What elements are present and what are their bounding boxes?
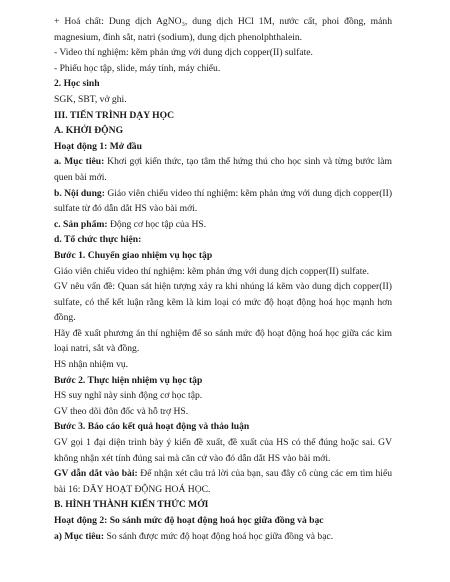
- product-text: Động cơ học tập của HS.: [107, 218, 207, 230]
- content-label: b. Nội dung:: [54, 187, 105, 199]
- objective-paragraph: [54, 154, 392, 185]
- heading-organization: d. Tổ chức thực hiện:: [54, 234, 142, 246]
- heading-activity-2: Hoạt động 2: So sánh mức độ hoạt động hoá học giữa đồng và bạc: [54, 515, 324, 526]
- heading-step-3: Bước 3. Báo cáo kết quả hoạt động và thảo luận: [54, 421, 250, 433]
- product-paragraph: [54, 217, 392, 233]
- heading-new-knowledge: B. HÌNH THÀNH KIẾN THỨC MỚI: [54, 499, 209, 511]
- content-paragraph: [54, 186, 392, 217]
- step2-support: GV theo dõi đôn đốc và hỗ trợ HS.: [54, 405, 189, 417]
- students-materials: SGK, SBT, vở ghi.: [54, 93, 127, 105]
- objective-label: a. Mục tiêu:: [54, 156, 105, 168]
- video-line: - Video thí nghiệm: kẽm phản ứng với dung dịch copper(II) sulfate.: [54, 47, 313, 59]
- heading-students: 2. Học sinh: [54, 78, 100, 90]
- heading-step-1: Bước 1. Chuyển giao nhiệm vụ học tập: [54, 249, 213, 261]
- lead-in-label: GV dẫn dắt vào bài:: [54, 468, 138, 480]
- objective-text: Khơi gợi kiến thức, tạo tâm thế hứng thú cho học sinh và từng bước làm quen bài mới.: [54, 156, 392, 183]
- heading-warm-up: A. KHỞI ĐỘNG: [54, 125, 124, 137]
- objective2-text: So sánh được mức độ hoạt động hoá học giữa đồng và bạc.: [104, 530, 334, 542]
- step3-report: GV gọi 1 đại diện trình bày ý kiến đề xuất, đề xuất của HS có thể đúng hoặc sai. GV không nhận xét tính đúng sai mà căn cứ vào đó dẫn dắt HS vào bài mới.: [54, 437, 392, 464]
- objective2-paragraph: [54, 529, 392, 545]
- content-text: Giáo viên chiếu video thí nghiệm: kẽm phản ứng với dung dịch copper(II) sulfate từ đó dẫn dắt HS vào bài mới.: [54, 187, 393, 215]
- lead-in-text: Để nhận xét câu trả lời của bạn, sau đây cô cùng các em tìm hiểu bài 16: DÃY HOẠT ĐỘNG HOÁ HỌC.: [54, 468, 392, 495]
- heading-teaching-process: III. TIẾN TRÌNH DẠY HỌC: [54, 109, 175, 121]
- heading-activity-1: Hoạt động 1: Mở đầu: [54, 140, 142, 152]
- product-label: c. Sản phẩm:: [54, 218, 108, 230]
- step1-proposal: Hãy đề xuất phương án thí nghiệm để so sánh mức độ hoạt động hoá học giữa các kim loại natri, sắt và đồng.: [54, 327, 392, 355]
- step1-video: Giáo viên chiếu video thí nghiệm: kẽm phản ứng với dung dịch copper(II) sulfate.: [54, 265, 370, 277]
- lead-in-paragraph: [54, 466, 392, 497]
- objective2-label: a) Mục tiêu:: [54, 530, 105, 542]
- materials-line: - Phiếu học tập, slide, máy tính, máy chiếu.: [54, 62, 221, 74]
- step1-problem: GV nêu vấn đề: Quan sát hiện tượng xảy ra khi nhúng lá kẽm vào dung dịch copper(II) sulfate, có thể kết luận rằng kẽm là kim loại có mức độ hoạt động hoá học mạnh hơn đồng.: [54, 281, 392, 324]
- step1-receive: HS nhận nhiệm vụ.: [54, 359, 129, 371]
- chemicals-line: + Hoá chất: Dung dịch AgNO₃, dung dịch HCl 1M, nước cất, phoi đồng, mảnh magnesium, đinh sắt, natri (sodium), dung dịch phenolphthalein.: [54, 16, 392, 43]
- step2-think: HS suy nghĩ này sinh động cơ học tập.: [54, 390, 203, 402]
- heading-step-2: Bước 2. Thực hiện nhiệm vụ học tập: [54, 374, 203, 386]
